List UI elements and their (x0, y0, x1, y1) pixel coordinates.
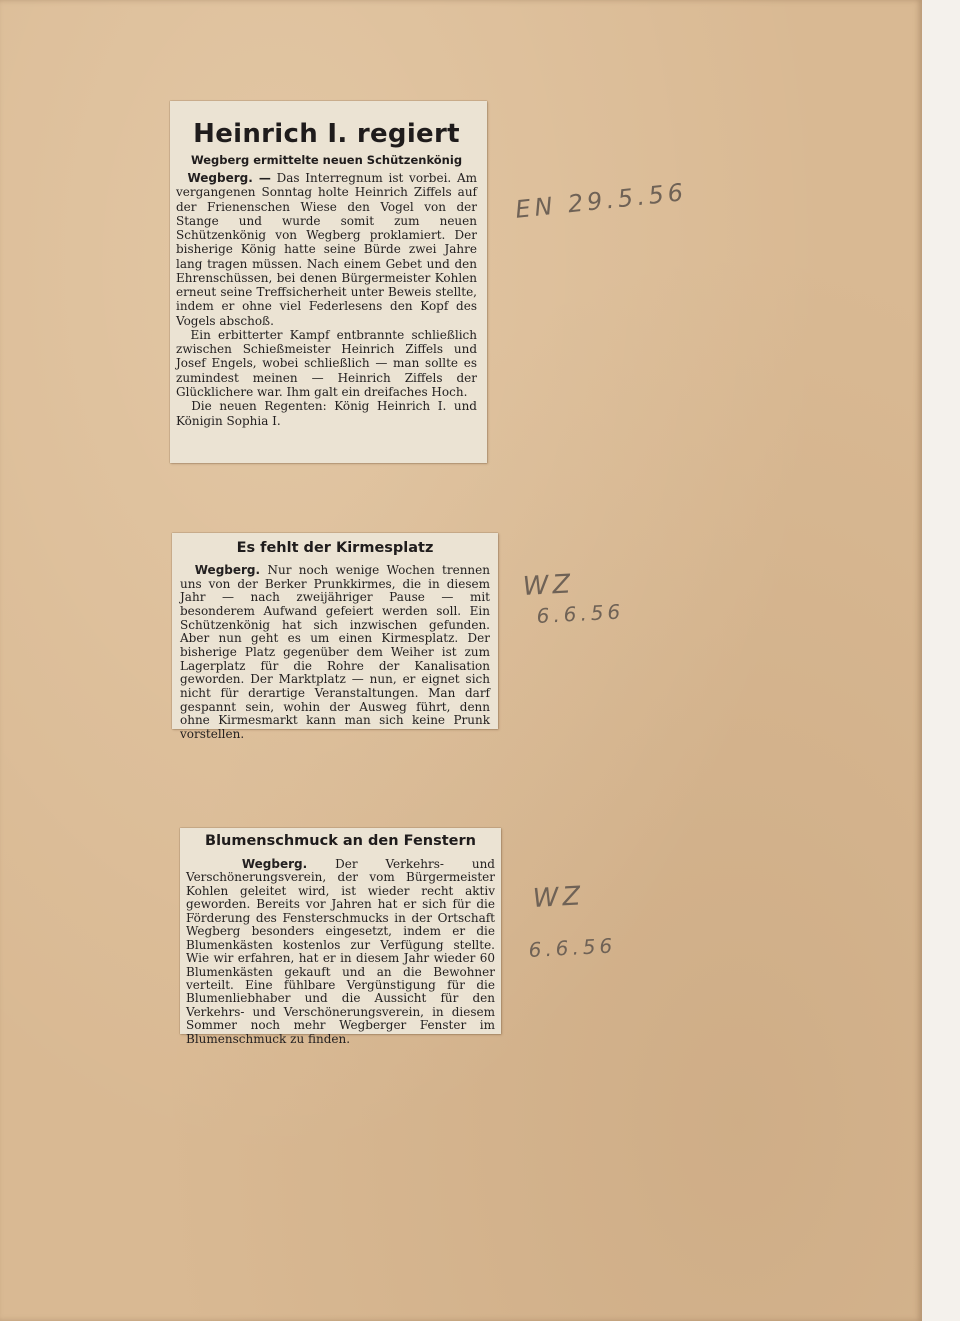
clipping-paragraph (176, 171, 477, 328)
clipping-subheadline: Wegberg ermittelte neuen Schützenkönig (190, 153, 463, 167)
paragraph-text: Die neuen Regenten: König Heinrich I. und Königin Sophia I. (176, 399, 477, 428)
clipping-paragraph (180, 564, 490, 742)
handwritten-annotation: EN 29.5.56 (514, 177, 689, 224)
clipping-paragraph (186, 858, 495, 1046)
newspaper-clipping-kirmesplatz (172, 533, 498, 742)
paragraph-text: Der Verkehrs- und Verschönerungsverein, der vom Bürgermeister Kohlen geleitet wird, ist wieder recht aktiv geworden. Bereits vor Jahren hat er sich für die Förderung des Fensterschmucks in der Ortschaft Wegberg besonders eingesetzt, indem er die Blumenkästen kostenlos zur Verfügung stellte. Wie wir erfahren, hat er in diesem Jahr wieder 60 Blumenkästen gekauft und an die Bewohner verteilt. Eine fühlbare Vergünstigung für die Blumenliebhaber und die Aussicht für den Verkehrs- und Verschönerungsverein, in diesem Sommer noch mehr Wegberger Fenster im Blumenschmuck zu finden. (186, 857, 495, 1046)
paragraph-text: Das Interregnum ist vorbei. Am vergangenen Sonntag holte Heinrich Ziffels auf der Frienenschen Wiese den Vogel von der Stange und wurde somit zum neuen Schützenkönig von Wegberg proklamiert. Der bisherige König hatte seine Bürde zwei Jahre lang tragen müssen. Nach einem Gebet und den Ehrenschüssen, bei denen Bürgermeister Kohlen erneut seine Treffsicherheit unter Beweis stellte, indem er ohne viel Federlesens den Kopf des Vogels abschoß. (176, 171, 478, 328)
dateline: Wegberg. (241, 857, 308, 871)
paragraph-text: Nur noch wenige Wochen trennen uns von der Berker Prunkkirmes, die in diesem Jahr — nach zweijähriger Pause — mit besonderem Aufwand gefeiert werden soll. Ein Schützenkönig hat sich inzwischen gefunden. Aber nun geht es um einen Kirmesplatz. Der bisherige Platz gegenüber dem Weiher ist zum Lagerplatz für die Rohre der Kanalisation geworden. Der Marktplatz — nun, er eignet sich nicht für derartige Veranstaltungen. Man darf gespannt sein, wohin der Ausweg führt, denn ohne Kirmesmarkt kann man sich keine Prunk vorstellen. (180, 563, 490, 742)
paragraph-text: Ein erbitterter Kampf entbrannte schließlich zwischen Schießmeister Heinrich Ziffels und Josef Engels, wobei schließlich — man sollte es zumindest meinen — Heinrich Ziffels der Glücklichere war. Ihm galt ein dreifaches Hoch. (176, 327, 477, 399)
clipping-paragraph (176, 399, 477, 428)
handwritten-annotation-source: WZ (532, 881, 586, 914)
newspaper-clipping-blumenschmuck (180, 828, 501, 1046)
dateline: Wegberg. — (187, 171, 271, 185)
clipping-paragraph (176, 328, 477, 399)
clipping-headline: Heinrich I. regiert (193, 119, 460, 149)
clipping-headline: Es fehlt der Kirmesplatz (236, 540, 434, 556)
handwritten-annotation-date: 6.6.56 (536, 599, 625, 628)
handwritten-annotation-date: 6.6.56 (528, 933, 617, 962)
newspaper-clipping-schuetzenkoenig (170, 101, 487, 463)
dateline: Wegberg. (194, 563, 261, 577)
scan-margin (922, 0, 960, 1321)
clipping-headline: Blumenschmuck an den Fenstern (205, 833, 476, 849)
handwritten-annotation-source: WZ (522, 569, 576, 602)
